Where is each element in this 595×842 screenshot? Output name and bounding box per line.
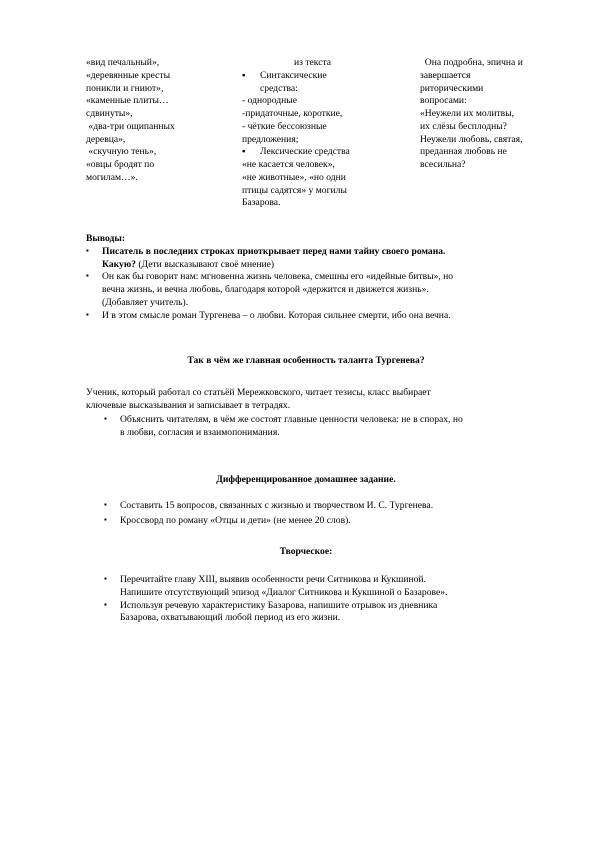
conclusion-item [86, 246, 526, 272]
paragraph-line: Ученик, который работал со статьёй Мережковского, читает тезисы, класс выбирает [86, 387, 431, 398]
syntax-item: - чёткие бессоюзные [242, 120, 327, 132]
conclusions-section [86, 233, 526, 322]
creative-line: Перечитайте главу XIII, выявив особенности речи Ситникова и Кукшиной. [120, 574, 426, 585]
right-line: вопросами: [420, 95, 467, 107]
right-line: Неужели любовь, святая, [420, 133, 523, 145]
right-line: Она подробна, эпична и [420, 57, 523, 68]
right-line: «Неужели их молитвы, [420, 108, 515, 119]
conclusion-item [86, 310, 526, 323]
left-column [86, 57, 216, 185]
creative-title: Творческое: [279, 546, 333, 557]
syntax-label2: средства: [260, 82, 298, 94]
syntax-item: -придаточные, короткие, [242, 108, 343, 119]
conclusion-item [86, 271, 526, 309]
homework-item [104, 515, 534, 528]
right-column [420, 57, 560, 172]
lexical-item: Базарова. [242, 197, 281, 209]
syntax-item: - однородные [242, 95, 297, 107]
right-line: их слёзы бесплодны? [420, 120, 507, 132]
middle-line: из текста [294, 57, 332, 68]
right-line: преданная любовь не [420, 146, 507, 158]
left-line: сдвинуты», [86, 108, 133, 119]
syntax-label-row [242, 70, 392, 83]
conclusion-line: И в этом смысле роман Тургенева – о любви. Которая сильнее смерти, ибо она вечна. [102, 309, 451, 321]
paragraph-line: ключевые высказывания и записывает в тетрадях. [86, 399, 291, 411]
syntax-label: Синтаксические [260, 69, 327, 81]
left-line: «два-три ощипанных [86, 120, 175, 132]
homework-title: Дифференцированное домашнее задание. [216, 474, 396, 485]
left-line: поникли и гниют», [86, 82, 164, 94]
explain-line: Объяснить читателям, в чём же состоят главные ценности человека: не в спорах, но [120, 414, 463, 425]
left-line: «каменные плиты… [86, 95, 169, 107]
conclusion-line: вечна жизнь, и вечна любовь, благодаря которой «держится и движется жизнь». [102, 284, 429, 295]
square-bullet-icon: ▪ [104, 514, 107, 524]
square-bullet-icon: ▪ [104, 500, 107, 509]
square-bullet-icon: ▪ [104, 414, 107, 423]
lexical-item: «не животные», «но одни [242, 171, 346, 183]
homework-item-text: Кроссворд по роману «Отцы и дети» (не менее 20 слов). [120, 514, 351, 526]
square-bullet-icon: ▪ [104, 599, 107, 609]
right-line: всесильна? [420, 159, 466, 170]
right-line: завершается [420, 69, 471, 81]
conclusions-title: Выводы: [86, 233, 126, 244]
left-line: деревца», [86, 133, 126, 145]
square-bullet-icon: ▪ [242, 146, 246, 158]
homework-item-text: Составить 15 вопросов, связанных с жизнью и творчеством И. С. Тургенева. [120, 500, 434, 511]
right-line: риторическими [420, 82, 484, 94]
homework-list [104, 500, 534, 528]
middle-column [242, 57, 392, 210]
left-line: «овцы бродят по [86, 159, 155, 170]
homework-item [104, 500, 534, 513]
left-line: «деревянные кресты [86, 69, 171, 81]
creative-line: Базарова, охватывающий любой период из его жизни. [120, 612, 341, 624]
conclusion-note: (Дети высказывают своё мнение) [135, 258, 275, 270]
creative-item [104, 600, 534, 626]
square-bullet-icon: ▪ [86, 309, 89, 319]
lexical-item: «не касается человек», [242, 159, 335, 170]
creative-item [104, 574, 534, 600]
square-bullet-icon: ▪ [86, 271, 89, 281]
conclusion-item-bold: Писатель в последних строках приоткрывает перед нами тайну своего романа. [102, 245, 446, 257]
conclusion-question: Какую? [102, 258, 136, 270]
conclusion-line: Он как бы говорит нам: мгновенна жизнь человека, смешны его «идейные битвы», но [102, 271, 454, 283]
lexical-label-row [242, 146, 392, 159]
lexical-label: Лексические средства [260, 146, 350, 158]
square-bullet-icon: ▪ [86, 245, 89, 255]
syntax-item: предложения; [242, 133, 299, 145]
conclusion-line: (Добавляет учитель). [102, 296, 189, 308]
creative-line: Используя речевую характеристику Базарова, напишите отрывок из дневника [120, 599, 438, 611]
lexical-item: птицы садятся» у могилы [242, 184, 347, 196]
square-bullet-icon: ▪ [242, 69, 246, 81]
creative-line: Напишите отсутствующий эпизод «Диалог Ситникова и Кукшиной о Базарове». [120, 586, 448, 598]
left-line: «вид печальный», [86, 57, 160, 68]
explain-item [104, 414, 534, 440]
explain-line: в любви, согласия и взаимопонимания. [120, 426, 280, 438]
left-line: «скучную тень», [86, 146, 157, 158]
creative-list [104, 574, 534, 625]
square-bullet-icon: ▪ [104, 574, 107, 583]
left-line: могилам…». [86, 171, 138, 183]
student-paragraph [86, 387, 526, 413]
section-question: Так в чём же главная особенность таланта Тургенева? [187, 355, 425, 366]
